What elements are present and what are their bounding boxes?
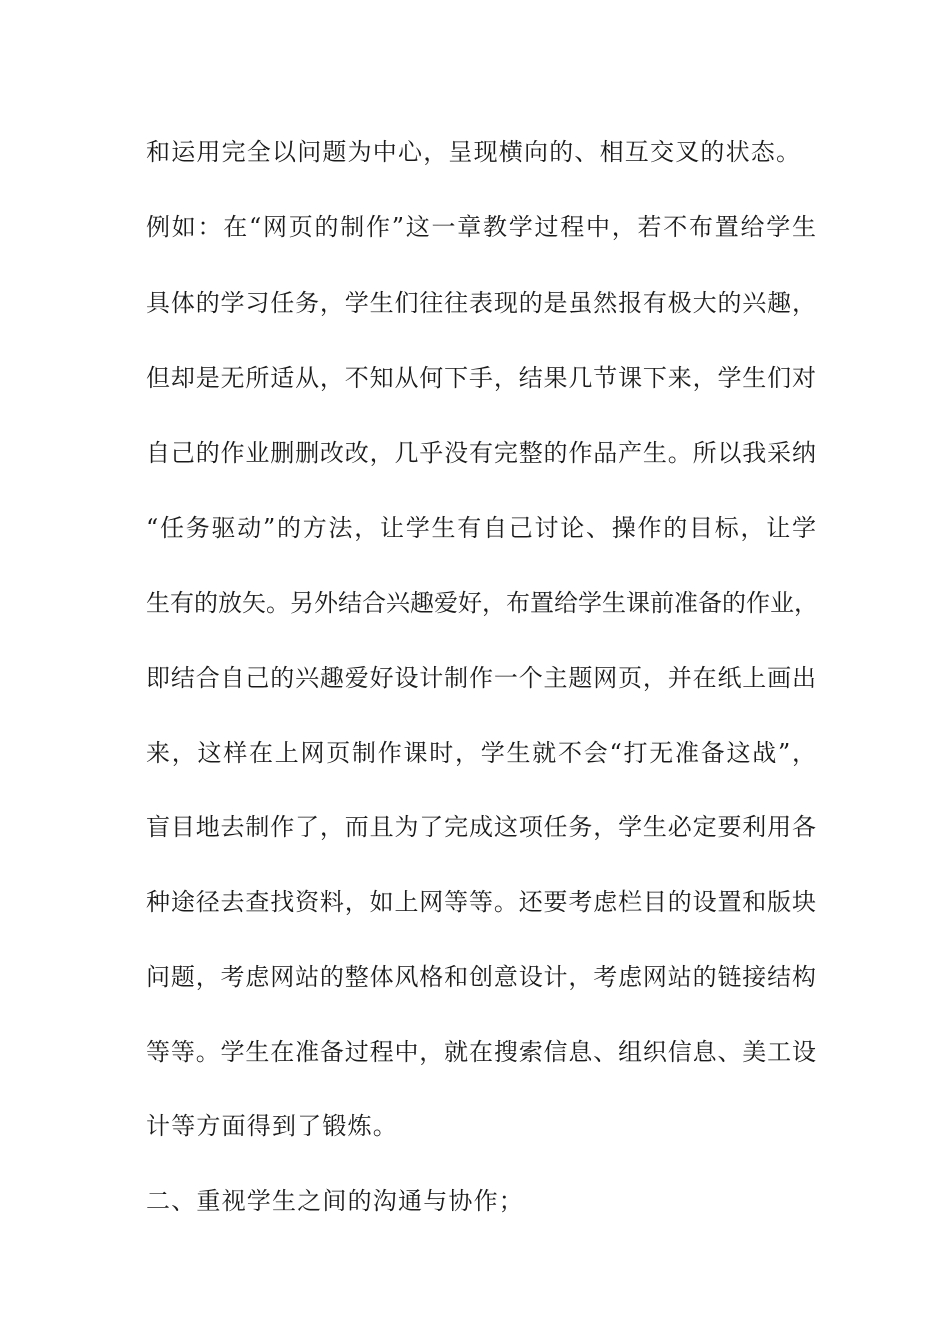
paragraph-line-6: “任务驱动”的方法，让学生有自己讨论、操作的目标，让学: [146, 514, 816, 542]
paragraph-line-14: 计等方面得到了锻炼。: [146, 1112, 398, 1140]
paragraph-line-1: 和运用完全以问题为中心，呈现横向的、相互交叉的状态。: [146, 138, 802, 166]
paragraph-line-5: 自己的作业删删改改，几乎没有完整的作品产生。所以我采纳: [146, 439, 816, 467]
section-heading: 二、重视学生之间的沟通与协作；: [146, 1187, 524, 1215]
paragraph-line-12: 问题，考虑网站的整体风格和创意设计，考虑网站的链接结构: [146, 963, 816, 991]
paragraph-line-2: 例如：在“网页的制作”这一章教学过程中，若不布置给学生: [146, 213, 816, 241]
paragraph-line-10: 盲目地去制作了，而且为了完成这项任务，学生必定要利用各: [146, 813, 816, 841]
paragraph-line-11: 种途径去查找资料，如上网等等。还要考虑栏目的设置和版块: [146, 888, 816, 916]
paragraph-line-7: 生有的放矢。另外结合兴趣爱好，布置给学生课前准备的作业，: [146, 589, 818, 617]
paragraph-line-13: 等等。学生在准备过程中，就在搜索信息、组织信息、美工设: [146, 1038, 816, 1066]
paragraph-line-9: 来，这样在上网页制作课时，学生就不会“打无准备这战”，: [146, 739, 816, 767]
paragraph-line-3: 具体的学习任务，学生们往往表现的是虽然报有极大的兴趣，: [146, 289, 816, 317]
paragraph-line-4: 但却是无所适从，不知从何下手，结果几节课下来，学生们对: [146, 364, 816, 392]
paragraph-line-8: 即结合自己的兴趣爱好设计制作一个主题网页，并在纸上画出: [146, 664, 816, 692]
